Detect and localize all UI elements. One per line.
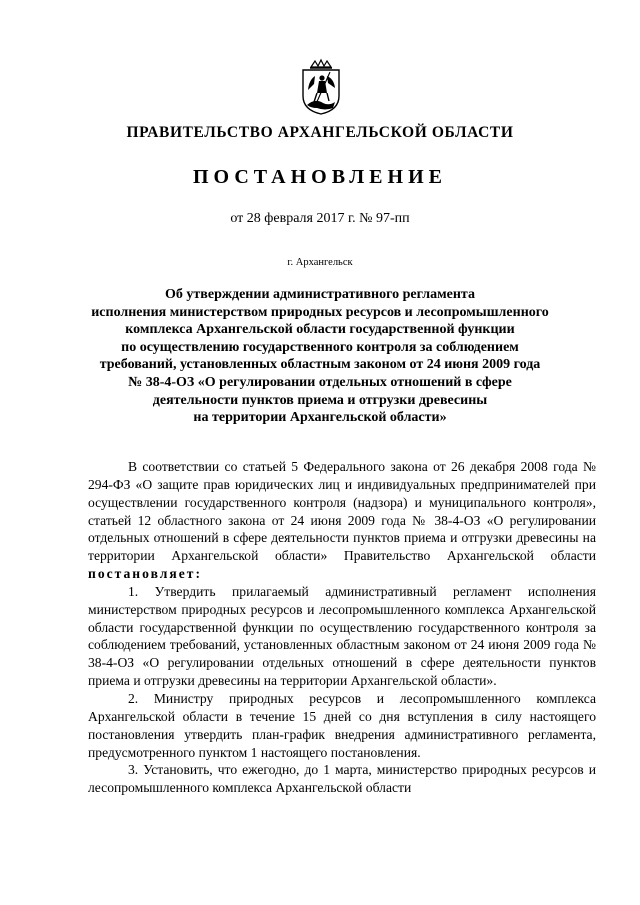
arkhangelsk-coat-of-arms-icon xyxy=(297,58,345,116)
preamble-text: В соответствии со статьей 5 Федерального закона от 26 декабря 2008 года № 294-ФЗ «О защите прав юридических лиц и индивидуальных предпринимателей при осуществлении государственного контроля (надзора) и муниципального контроля», статьей 12 областного закона от 24 июня 2009 года № 38-4-ОЗ «О регулировании отдельных отношений в сфере деятельности пунктов приема и отгрузки древесины на территории Архангельской области» Правительство Архангельской области xyxy=(88,459,596,564)
heading-line: № 38-4-ОЗ «О регулировании отдельных отношений в сфере xyxy=(128,374,512,390)
resolves-word: постановляет: xyxy=(88,566,202,582)
heading-line: комплекса Архангельской области государственной функции xyxy=(125,322,515,338)
heading-line: на территории Архангельской области» xyxy=(193,410,447,426)
heading-line: Об утверждении административного регламента xyxy=(165,287,475,302)
document-date-number: от 28 февраля 2017 г. № 97-пп xyxy=(230,211,410,226)
heading-line: исполнения министерством природных ресурсов и лесопромышленного xyxy=(91,304,549,320)
document-city: г. Архангельск xyxy=(287,257,353,268)
item-3-paragraph: 3. Установить, что ежегодно, до 1 марта, министерство природных ресурсов и лесопромышленного комплекса Архангельской области xyxy=(88,762,596,796)
heading-line: деятельности пунктов приема и отгрузки древесины xyxy=(152,392,488,408)
preamble-paragraph xyxy=(88,458,596,583)
document-heading xyxy=(70,286,570,427)
government-title: ПРАВИТЕЛЬСТВО АРХАНГЕЛЬСКОЙ ОБЛАСТИ xyxy=(126,124,514,141)
heading-line: требований, установленных областным законом от 24 июня 2009 года xyxy=(99,357,541,373)
document-body xyxy=(88,458,596,797)
document-type: ПОСТАНОВЛЕНИЕ xyxy=(193,166,447,188)
item-1-paragraph: 1. Утвердить прилагаемый административный регламент исполнения министерством природных ресурсов и лесопромышленного комплекса Архангельской области государственной функции по осуществлению государственного контроля за соблюдением требований, установленных областным законом от 24 июня 2009 года № 38-4-ОЗ «О регулировании отдельных отношений в сфере деятельности пунктов приема и отгрузки древесины на территории Архангельской области». xyxy=(88,583,596,689)
heading-line: по осуществлению государственного контроля за соблюдением xyxy=(121,339,519,355)
item-2-paragraph: 2. Министру природных ресурсов и лесопромышленного комплекса Архангельской области в течение 15 дней со дня вступления в силу настоящего постановления утвердить план-график внедрения административного регламента, предусмотренного пунктом 1 настоящего постановления. xyxy=(88,690,596,760)
